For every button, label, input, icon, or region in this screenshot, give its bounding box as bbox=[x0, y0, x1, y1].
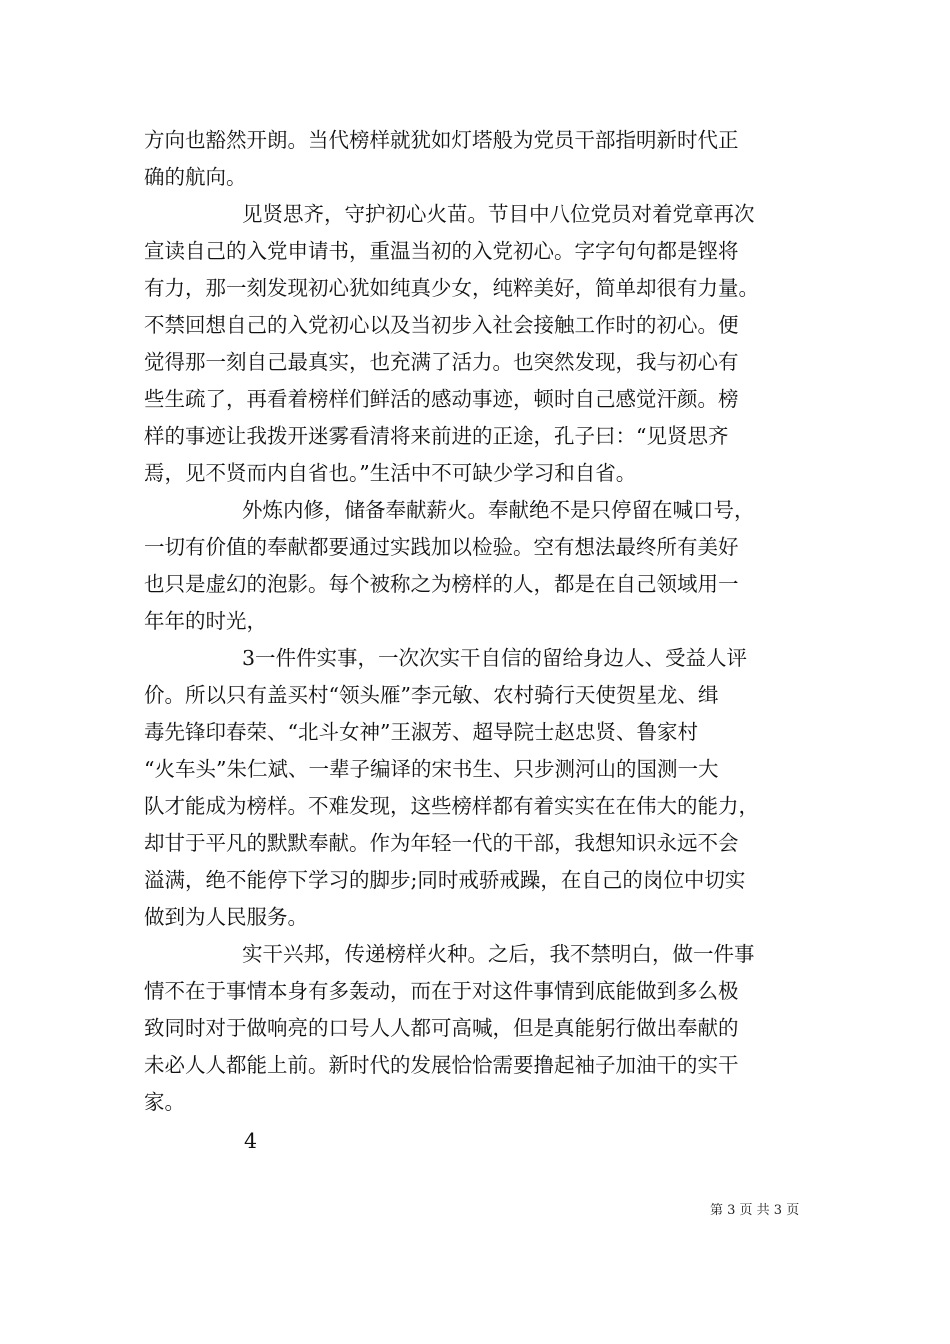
text-line: 做到为人民服务。 bbox=[144, 905, 308, 929]
text-line: 情不在于事情本身有多轰动，而在于对这件事情到底能做到多么极 bbox=[144, 979, 739, 1003]
text-line: 焉，见不贤而内自省也。”生活中不可缺少学习和自省。 bbox=[144, 461, 637, 485]
text-line: 些生疏了，再看着榜样们鲜活的感动事迹，顿时自己感觉汗颜。榜 bbox=[144, 387, 739, 411]
text-line: “火车头”朱仁斌、一辈子编译的宋书生、只步测河山的国测一大 bbox=[144, 757, 719, 781]
text-line: 也只是虚幻的泡影。每个被称之为榜样的人，都是在自己领域用一 bbox=[144, 572, 739, 596]
text-line: 方向也豁然开朗。当代榜样就犹如灯塔般为党员干部指明新时代正 bbox=[144, 128, 739, 152]
text-line: 有力，那一刻发现初心犹如纯真少女，纯粹美好，简单却很有力量。 bbox=[144, 276, 759, 300]
text-line: 家。 bbox=[144, 1090, 185, 1114]
text-line: 实干兴邦，传递榜样火种。之后，我不禁明白，做一件事 bbox=[242, 942, 755, 966]
text-line: 确的航向。 bbox=[144, 165, 247, 189]
text-line: 见贤思齐，守护初心火苗。节目中八位党员对着党章再次 bbox=[242, 202, 755, 226]
text-line: 3一件件实事，一次次实干自信的留给身边人、受益人评 bbox=[242, 646, 748, 670]
page-section-number: 4 bbox=[244, 1129, 258, 1153]
text-line: 队才能成为榜样。不难发现，这些榜样都有着实实在在伟大的能力， bbox=[144, 794, 759, 818]
text-line: 觉得那一刻自己最真实，也充满了活力。也突然发现，我与初心有 bbox=[144, 350, 739, 374]
text-line: 样的事迹让我拨开迷雾看清将来前进的正途，孔子曰：“见贤思齐 bbox=[144, 424, 729, 448]
text-line: 致同时对于做响亮的口号人人都可高喊，但是真能躬行做出奉献的 bbox=[144, 1016, 739, 1040]
text-line: 不禁回想自己的入党初心以及当初步入社会接触工作时的初心。便 bbox=[144, 313, 739, 337]
text-line: 未必人人都能上前。新时代的发展恰恰需要撸起袖子加油干的实干 bbox=[144, 1053, 739, 1077]
page-footer: 第 3 页 共 3 页 bbox=[710, 1203, 800, 1218]
text-line: 却甘于平凡的默默奉献。作为年轻一代的干部，我想知识永远不会 bbox=[144, 831, 739, 855]
body-text bbox=[144, 122, 814, 1121]
text-line: 价。所以只有盖买村“领头雁”李元敏、农村骑行天使贺星龙、缉 bbox=[144, 683, 719, 707]
text-line: 年年的时光， bbox=[144, 609, 267, 633]
text-line: 毒先锋印春荣、“北斗女神”王淑芳、超导院士赵忠贤、鲁家村 bbox=[144, 720, 698, 744]
text-line: 溢满，绝不能停下学习的脚步;同时戒骄戒躁，在自己的岗位中切实 bbox=[144, 868, 746, 892]
text-line: 外炼内修，储备奉献薪火。奉献绝不是只停留在喊口号， bbox=[242, 498, 755, 522]
text-line: 一切有价值的奉献都要通过实践加以检验。空有想法最终所有美好 bbox=[144, 535, 739, 559]
text-line: 宣读自己的入党申请书，重温当初的入党初心。字字句句都是铿将 bbox=[144, 239, 739, 263]
